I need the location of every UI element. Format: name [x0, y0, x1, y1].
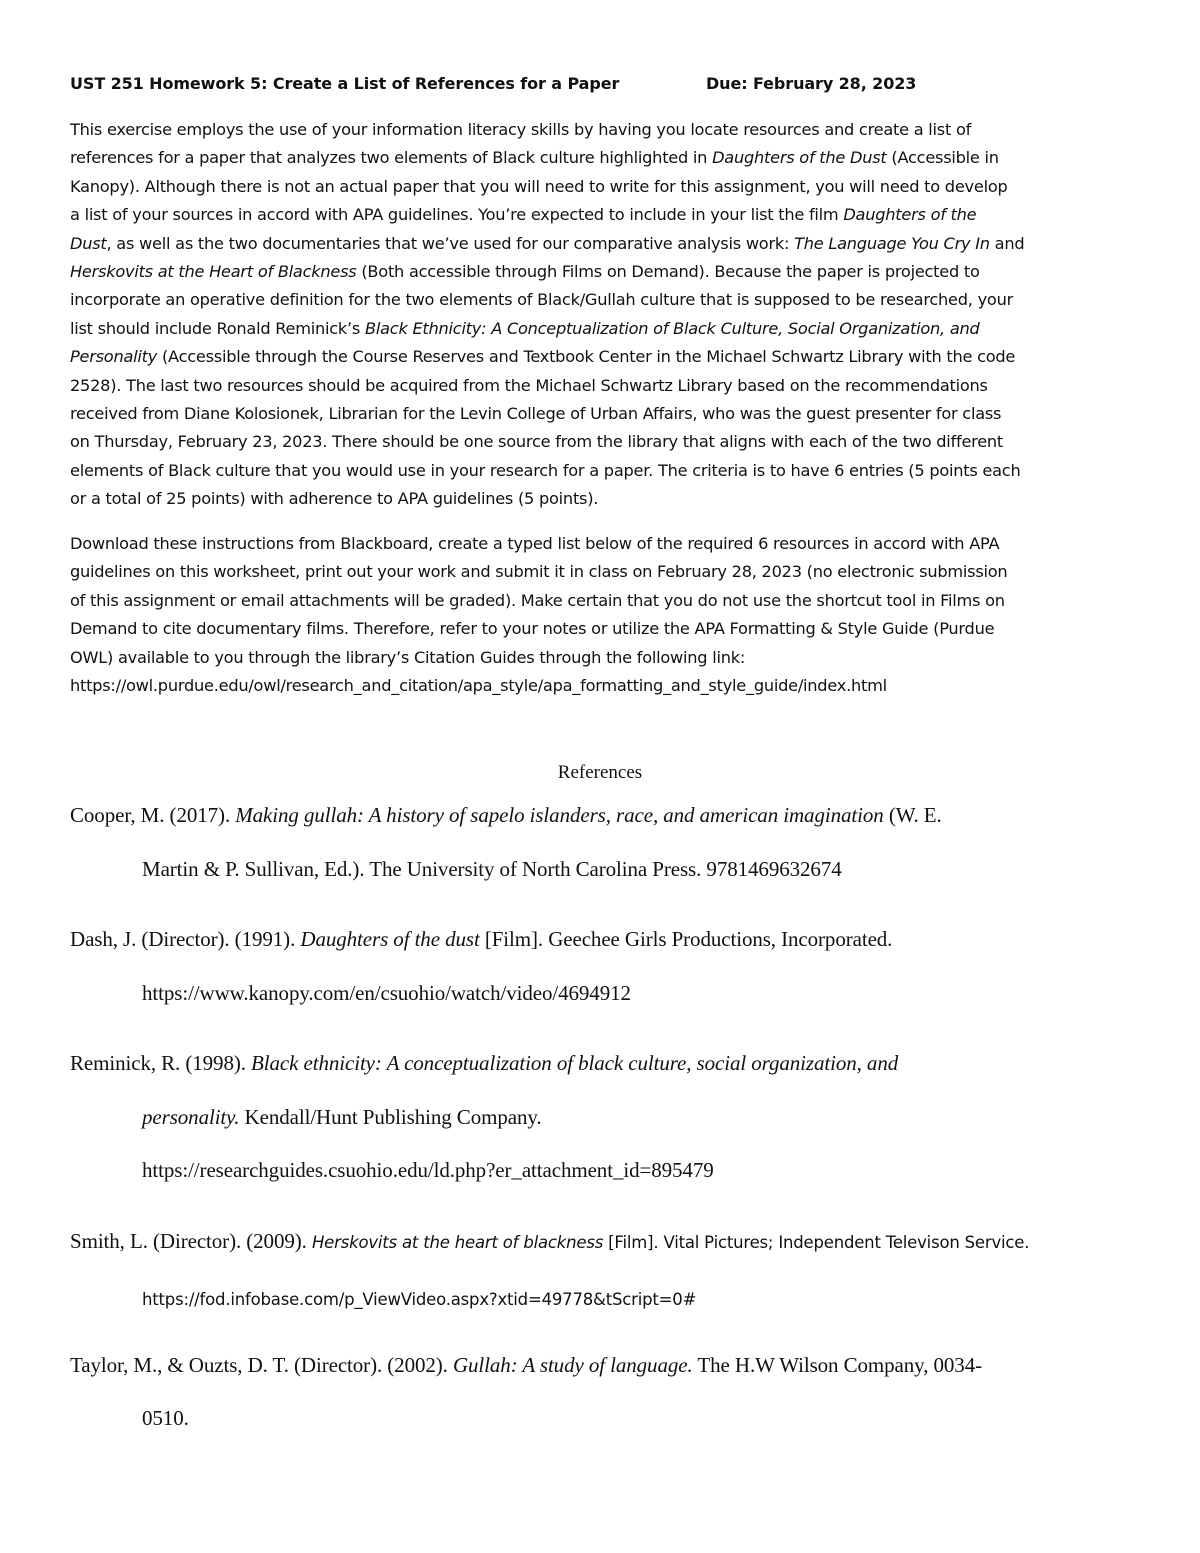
- owl-purdue-link[interactable]: https://owl.purdue.edu/owl/research_and_citation/apa_style/apa_formatting_and_style_guide/index.html: [70, 676, 887, 696]
- fod-infobase-link[interactable]: https://fod.infobase.com/p_ViewVideo.aspx?xtid=49778&tScript=0#: [142, 1290, 697, 1309]
- instructions-paragraph-2: [70, 530, 1160, 700]
- text-line: OWL) available to you through the library’s Citation Guides through the following link:: [70, 647, 746, 667]
- text-line: Demand to cite documentary films. Therefore, refer to your notes or utilize the APA Formatting & Style Guide (Purdue: [70, 619, 995, 639]
- reference-reminick: Reminick, R. (1998). Black ethnicity: A conceptualization of black culture, social organization, and: [70, 1051, 899, 1075]
- reference-taylor: Taylor, M., & Ouzts, D. T. (Director). (2002). Gullah: A study of language. The H.W Wilson Company, 0034-: [70, 1353, 983, 1377]
- text-line: references for a paper that analyzes two elements of Black culture highlighted in Daughters of the Dust (Accessible in: [70, 148, 999, 168]
- reference-cooper: Cooper, M. (2017). Making gullah: A history of sapelo islanders, race, and american imagination (W. E.: [70, 803, 942, 827]
- text-line: Dust, as well as the two documentaries that we’ve used for our comparative analysis work: The Language You Cry In and: [70, 233, 1025, 253]
- instructions-paragraph-1: [70, 116, 1160, 514]
- text-line: on Thursday, February 23, 2023. There should be one source from the library that aligns with each of the two different: [70, 432, 1004, 452]
- text-line: This exercise employs the use of your information literacy skills by having you locate resources and create a list of: [70, 120, 972, 139]
- text-line: Kanopy). Although there is not an actual paper that you will need to write for this assignment, you will need to develop: [70, 176, 1008, 196]
- reference-taylor-continuation: 0510.: [142, 1406, 189, 1430]
- text-line: Download these instructions from Blackboard, create a typed list below of the required 6 resources in accord with APA: [70, 534, 1000, 553]
- reference-reminick-continuation: personality. Kendall/Hunt Publishing Company.: [142, 1105, 542, 1129]
- text-line: 2528). The last two resources should be acquired from the Michael Schwartz Library based on the recommendations: [70, 375, 988, 395]
- text-line: guidelines on this worksheet, print out your work and submit it in class on February 28, 2023 (no electronic submission: [70, 562, 1008, 582]
- text-line: list should include Ronald Reminick’s Black Ethnicity: A Conceptualization of Black Culture, Social Organization, and: [70, 318, 980, 338]
- researchguides-link[interactable]: https://researchguides.csuohio.edu/ld.php?er_attachment_id=895479: [142, 1158, 714, 1182]
- due-date: Due: February 28, 2023: [706, 74, 917, 93]
- text-line: a list of your sources in accord with APA guidelines. You’re expected to include in your list the film Daughters of the: [70, 205, 977, 225]
- text-line: or a total of 25 points) with adherence to APA guidelines (5 points).: [70, 489, 599, 509]
- text-line: Herskovits at the Heart of Blackness (Both accessible through Films on Demand). Because the paper is projected to: [70, 262, 980, 282]
- text-line: of this assignment or email attachments will be graded). Make certain that you do not use the shortcut tool in Films on: [70, 590, 1005, 610]
- text-line: incorporate an operative definition for the two elements of Black/Gullah culture that is supposed to be researched, your: [70, 290, 1013, 310]
- reference-dash: Dash, J. (Director). (1991). Daughters of the dust [Film]. Geechee Girls Productions, Incorporated.: [70, 927, 893, 951]
- reference-smith: Smith, L. (Director). (2009). Herskovits at the heart of blackness [Film]. Vital Pictures; Independent Televison Service.: [70, 1229, 1030, 1253]
- reference-cooper-continuation: Martin & P. Sullivan, Ed.). The University of North Carolina Press. 9781469632674: [142, 857, 842, 881]
- assignment-title: UST 251 Homework 5: Create a List of References for a Paper: [70, 74, 620, 93]
- text-line: received from Diane Kolosionek, Librarian for the Levin College of Urban Affairs, who was the guest presenter for class: [70, 404, 1002, 424]
- text-line: Personality (Accessible through the Course Reserves and Textbook Center in the Michael Schwartz Library with the code: [70, 347, 1016, 367]
- kanopy-link[interactable]: https://www.kanopy.com/en/csuohio/watch/video/4694912: [142, 981, 631, 1005]
- references-heading: References: [557, 762, 643, 783]
- text-line: elements of Black culture that you would use in your research for a paper. The criteria is to have 6 entries (5 points each: [70, 460, 1021, 480]
